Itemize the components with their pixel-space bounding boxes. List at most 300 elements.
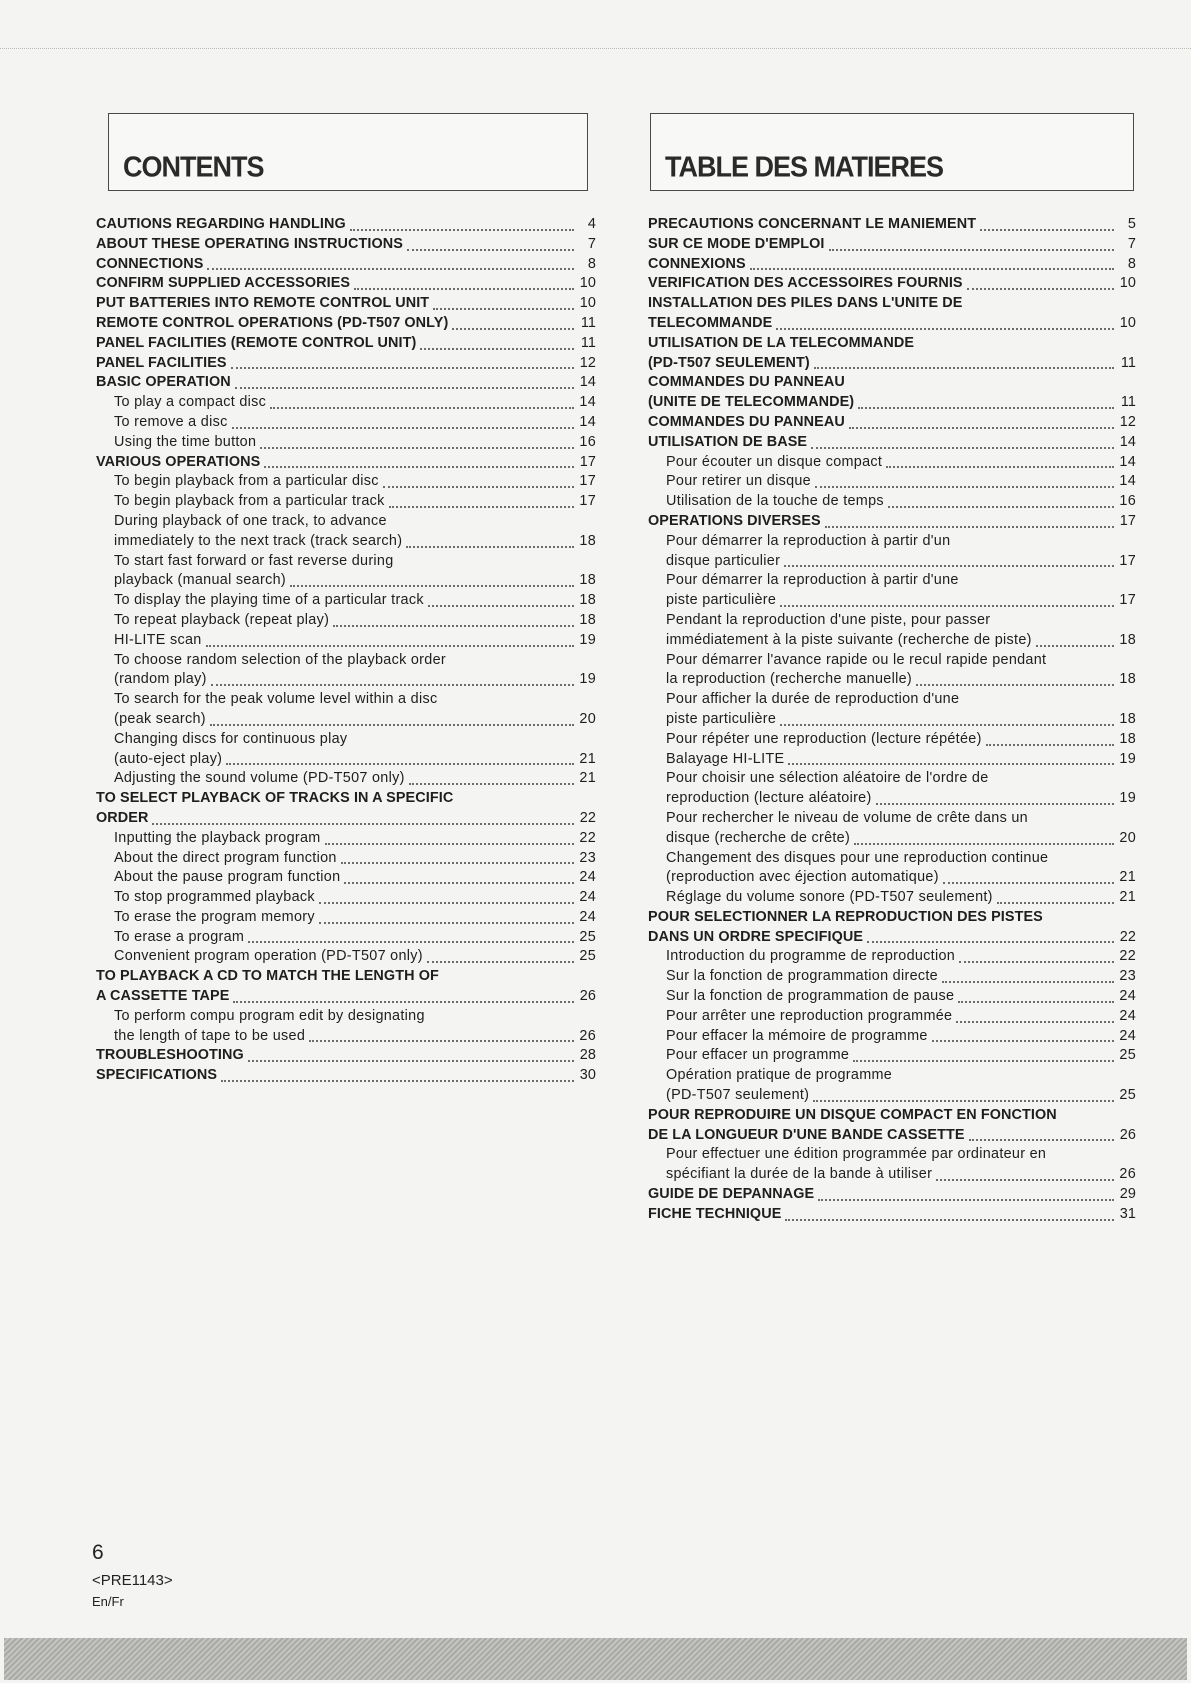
toc-entry[interactable]	[648, 769, 1136, 789]
toc-entry-label: CONNECTIONS	[96, 255, 204, 272]
toc-entry-label: BASIC OPERATION	[96, 374, 231, 391]
toc-entry-label: INSTALLATION DES PILES DANS L'UNITE DE	[648, 295, 963, 312]
toc-entry[interactable]	[648, 294, 1136, 314]
toc-entry-label: SUR CE MODE D'EMPLOI	[648, 235, 825, 252]
toc-entry-page: 14	[1119, 433, 1136, 450]
toc-entry-label: Pour arrêter une reproduction programmée	[666, 1007, 953, 1024]
toc-entry[interactable]	[96, 670, 596, 690]
toc-entry-label: Pour choisir une sélection aléatoire de l'ordre de	[666, 770, 989, 787]
toc-entry[interactable]	[96, 849, 596, 869]
toc-entry[interactable]	[648, 928, 1136, 948]
toc-entry-page: 14	[1119, 473, 1136, 490]
toc-entry-page: 10	[1119, 314, 1136, 331]
dot-leader	[980, 229, 1114, 231]
toc-entry[interactable]	[648, 849, 1136, 869]
toc-entry-page: 24	[579, 889, 596, 906]
toc-entry[interactable]	[96, 868, 596, 888]
toc-entry[interactable]	[96, 710, 596, 730]
toc-entry-label: Utilisation de la touche de temps	[666, 493, 884, 510]
toc-entry[interactable]	[96, 413, 596, 433]
toc-entry-label: TO PLAYBACK A CD TO MATCH THE LENGTH OF	[96, 968, 439, 985]
toc-entry-page: 17	[1119, 552, 1136, 569]
dot-leader	[936, 1179, 1114, 1181]
toc-entry-page: 18	[1119, 730, 1136, 747]
toc-entry-label: Introduction du programme de reproduction	[666, 948, 956, 965]
toc-entry-label: disque (recherche de crête)	[666, 829, 851, 846]
dot-leader	[235, 387, 574, 389]
toc-entry-label: ABOUT THESE OPERATING INSTRUCTIONS	[96, 235, 403, 252]
toc-entry-label: To erase a program	[114, 928, 245, 945]
toc-entry-label: To begin playback from a particular track	[114, 493, 385, 510]
toc-entry[interactable]	[96, 829, 596, 849]
dot-leader	[942, 981, 1114, 983]
toc-entry-label: (PD-T507 SEULEMENT)	[648, 354, 810, 371]
toc-entry-page: 10	[1119, 275, 1136, 292]
toc-entry-label: Opération pratique de programme	[666, 1067, 893, 1084]
toc-entry[interactable]	[96, 987, 596, 1007]
toc-entry[interactable]	[648, 512, 1136, 532]
toc-entry[interactable]	[648, 1106, 1136, 1126]
toc-entry-label: To repeat playback (repeat play)	[114, 611, 330, 628]
toc-entry-label: Changing discs for continuous play	[114, 730, 348, 747]
toc-entry-label: playback (manual search)	[114, 572, 286, 589]
toc-entry[interactable]	[96, 552, 596, 572]
toc-entry-label: (PD-T507 seulement)	[666, 1087, 810, 1104]
toc-entry-label: CONFIRM SUPPLIED ACCESSORIES	[96, 275, 351, 292]
toc-entry-label: Sur la fonction de programmation de pause	[666, 988, 955, 1005]
toc-entry[interactable]	[648, 670, 1136, 690]
dot-leader	[206, 645, 574, 647]
toc-entry[interactable]	[648, 730, 1136, 750]
toc-entry[interactable]	[648, 829, 1136, 849]
toc-entry-label: Pour écouter un disque compact	[666, 453, 883, 470]
contents-title-box	[108, 113, 588, 191]
toc-entry[interactable]	[648, 393, 1136, 413]
toc-entry-label: Pour démarrer la reproduction à partir d'une	[666, 572, 959, 589]
toc-entry-label: immédiatement à la piste suivante (recherche de piste)	[666, 631, 1032, 648]
toc-entry[interactable]	[96, 472, 596, 492]
toc-entry[interactable]	[96, 611, 596, 631]
dot-leader	[325, 843, 574, 845]
toc-entry[interactable]	[96, 314, 596, 334]
toc-entry-label: la reproduction (recherche manuelle)	[666, 671, 912, 688]
toc-entry[interactable]	[96, 334, 596, 354]
toc-entry-page: 18	[1119, 671, 1136, 688]
toc-entry[interactable]	[96, 928, 596, 948]
toc-entry-label: VARIOUS OPERATIONS	[96, 453, 261, 470]
dot-leader	[341, 862, 574, 864]
toc-entry-label: disque particulier	[666, 552, 781, 569]
dot-leader	[433, 308, 574, 310]
toc-entry-page: 11	[1120, 354, 1136, 371]
language-code: En/Fr	[92, 1594, 124, 1609]
toc-entry-page: 24	[579, 869, 596, 886]
toc-entry-page: 26	[1119, 1126, 1136, 1143]
toc-entry-label: To erase the program memory	[114, 908, 315, 925]
toc-entry[interactable]	[96, 532, 596, 552]
dot-leader	[814, 367, 1114, 369]
toc-entry[interactable]	[648, 1046, 1136, 1066]
toc-entry[interactable]	[96, 789, 596, 809]
toc-entry-page: 29	[1119, 1186, 1136, 1203]
toc-entry-label: POUR SELECTIONNER LA REPRODUCTION DES PISTES	[648, 908, 1043, 925]
dot-leader	[231, 367, 574, 369]
toc-entry-label: PANEL FACILITIES (REMOTE CONTROL UNIT)	[96, 334, 417, 351]
toc-entry[interactable]	[648, 888, 1136, 908]
dot-leader	[986, 744, 1114, 746]
toc-entry[interactable]	[96, 255, 596, 275]
toc-entry-label: Pour démarrer la reproduction à partir d'un	[666, 532, 951, 549]
toc-entry[interactable]	[648, 1066, 1136, 1086]
toc-entry-label: A CASSETTE TAPE	[96, 988, 230, 1005]
table-des-matieres-list	[648, 215, 1136, 1225]
dot-leader	[876, 803, 1114, 805]
toc-entry[interactable]	[96, 215, 596, 235]
toc-entry-label: HI-LITE scan	[114, 631, 202, 648]
dot-leader	[813, 1100, 1114, 1102]
toc-entry-label: UTILISATION DE BASE	[648, 433, 808, 450]
toc-entry-label: Pour afficher la durée de reproduction d'une	[666, 691, 960, 708]
toc-entry[interactable]	[96, 769, 596, 789]
toc-entry-page: 21	[579, 750, 596, 767]
toc-entry[interactable]	[648, 433, 1136, 453]
toc-entry-label: Using the time button	[114, 433, 257, 450]
toc-entry[interactable]	[96, 1066, 596, 1086]
toc-entry-page: 8	[1127, 255, 1136, 272]
toc-entry-label: About the direct program function	[114, 849, 337, 866]
toc-entry-label: REMOTE CONTROL OPERATIONS (PD-T507 ONLY)	[96, 314, 449, 331]
toc-entry-label: Pendant la reproduction d'une piste, pour passer	[666, 611, 991, 628]
toc-entry[interactable]	[648, 710, 1136, 730]
toc-entry-label: CAUTIONS REGARDING HANDLING	[96, 216, 346, 232]
toc-entry-page: 26	[579, 988, 596, 1005]
dot-leader	[867, 941, 1114, 943]
toc-entry[interactable]	[648, 908, 1136, 928]
toc-entry-page: 21	[1119, 889, 1136, 906]
dot-leader	[211, 684, 574, 686]
toc-entry[interactable]	[96, 453, 596, 473]
dot-leader	[780, 605, 1114, 607]
dot-leader	[354, 288, 574, 290]
dot-leader	[248, 941, 574, 943]
toc-entry-page: 10	[579, 275, 596, 292]
toc-entry-page: 16	[579, 433, 596, 450]
toc-entry-label: VERIFICATION DES ACCESSOIRES FOURNIS	[648, 275, 963, 292]
toc-entry-label: Réglage du volume sonore (PD-T507 seulement)	[666, 889, 993, 906]
dot-leader	[226, 763, 574, 765]
toc-entry[interactable]	[96, 294, 596, 314]
toc-entry[interactable]	[96, 373, 596, 393]
toc-entry-page: 19	[579, 631, 596, 648]
contents-list	[96, 215, 596, 1086]
toc-entry-label: Pour retirer un disque	[666, 473, 811, 490]
toc-entry-page: 4	[587, 216, 596, 232]
table-des-matieres-title-box	[650, 113, 1134, 191]
page-footer	[92, 1540, 173, 1612]
toc-entry-label: (peak search)	[114, 710, 206, 727]
toc-entry-page: 17	[1119, 592, 1136, 609]
toc-entry-label: OPERATIONS DIVERSES	[648, 512, 821, 529]
toc-entry-label: reproduction (lecture aléatoire)	[666, 790, 872, 807]
toc-entry[interactable]	[648, 1185, 1136, 1205]
dot-leader	[932, 1040, 1114, 1042]
table-des-matieres-title: TABLE DES MATIERES	[665, 151, 944, 183]
toc-entry-page: 18	[1119, 710, 1136, 727]
toc-entry-page: 17	[579, 473, 596, 490]
toc-entry[interactable]	[648, 651, 1136, 671]
toc-entry-label: TO SELECT PLAYBACK OF TRACKS IN A SPECIFIC	[96, 790, 454, 807]
toc-entry-page: 24	[579, 908, 596, 925]
toc-entry-page: 25	[579, 928, 596, 945]
toc-entry[interactable]	[648, 591, 1136, 611]
toc-entry-page: 17	[579, 493, 596, 510]
toc-entry-page: 17	[1119, 512, 1136, 529]
toc-entry-label: TELECOMMANDE	[648, 314, 773, 331]
toc-entry-label: ORDER	[96, 809, 149, 826]
toc-entry[interactable]	[96, 888, 596, 908]
page-number: 6	[92, 1541, 104, 1564]
dot-leader	[916, 684, 1114, 686]
toc-entry-label: (random play)	[114, 671, 207, 688]
toc-entry-label: DANS UN ORDRE SPECIFIQUE	[648, 928, 864, 945]
toc-entry-page: 16	[1119, 493, 1136, 510]
toc-entry-label: SPECIFICATIONS	[96, 1067, 218, 1084]
toc-entry[interactable]	[648, 809, 1136, 829]
toc-entry-label: COMMANDES DU PANNEAU	[648, 413, 845, 430]
toc-entry-label: PRECAUTIONS CONCERNANT LE MANIEMENT	[648, 216, 977, 232]
toc-entry-label: To remove a disc	[114, 413, 228, 430]
dot-leader	[886, 466, 1114, 468]
toc-entry-label: piste particulière	[666, 710, 777, 727]
toc-entry-label: Sur la fonction de programmation directe	[666, 968, 938, 985]
toc-entry[interactable]	[648, 1007, 1136, 1027]
toc-entry[interactable]	[96, 433, 596, 453]
toc-entry-page: 24	[1119, 1007, 1136, 1024]
toc-entry[interactable]	[96, 908, 596, 928]
toc-entry-page: 18	[579, 592, 596, 609]
toc-entry[interactable]	[96, 750, 596, 770]
toc-entry-label: Balayage HI-LITE	[666, 750, 785, 767]
dot-leader	[815, 486, 1114, 488]
toc-entry[interactable]	[648, 750, 1136, 770]
toc-entry[interactable]	[648, 868, 1136, 888]
toc-entry[interactable]	[648, 947, 1136, 967]
toc-entry-page: 14	[1119, 453, 1136, 470]
dot-leader	[221, 1080, 574, 1082]
dot-leader	[829, 249, 1114, 251]
bottom-decorative-band	[4, 1638, 1187, 1680]
toc-entry[interactable]	[648, 413, 1136, 433]
toc-entry[interactable]	[648, 611, 1136, 631]
toc-entry[interactable]	[96, 235, 596, 255]
toc-entry-page: 21	[1119, 869, 1136, 886]
toc-entry[interactable]	[96, 393, 596, 413]
dot-leader	[780, 724, 1114, 726]
dot-leader	[825, 526, 1114, 528]
toc-entry[interactable]	[648, 552, 1136, 572]
dot-leader	[818, 1199, 1114, 1201]
dot-leader	[452, 328, 574, 330]
toc-entry[interactable]	[648, 255, 1136, 275]
toc-entry[interactable]	[648, 334, 1136, 354]
toc-entry-page: 12	[1119, 413, 1136, 430]
dot-leader	[290, 585, 574, 587]
dot-leader	[207, 268, 574, 270]
dot-leader	[788, 763, 1114, 765]
toc-entry-page: 28	[579, 1047, 596, 1064]
dot-leader	[344, 882, 574, 884]
dot-leader	[427, 961, 574, 963]
toc-entry-page: 25	[1119, 1047, 1136, 1064]
toc-entry[interactable]	[648, 789, 1136, 809]
toc-entry-label: GUIDE DE DEPANNAGE	[648, 1186, 815, 1203]
toc-entry-label: During playback of one track, to advance	[114, 512, 387, 529]
toc-entry-label: TROUBLESHOOTING	[96, 1047, 244, 1064]
toc-entry[interactable]	[96, 512, 596, 532]
toc-entry-page: 20	[1119, 829, 1136, 846]
toc-entry-label: PANEL FACILITIES	[96, 354, 227, 371]
toc-entry-page: 12	[579, 354, 596, 371]
contents-title: CONTENTS	[123, 151, 264, 183]
toc-entry-page: 20	[579, 710, 596, 727]
toc-entry-page: 17	[579, 453, 596, 470]
dot-leader	[406, 546, 574, 548]
toc-entry-label: the length of tape to be used	[114, 1027, 306, 1044]
toc-entry[interactable]	[648, 1126, 1136, 1146]
toc-entry[interactable]	[96, 274, 596, 294]
toc-entry-page: 11	[580, 334, 596, 351]
toc-entry[interactable]	[96, 967, 596, 987]
toc-entry[interactable]	[648, 235, 1136, 255]
dot-leader	[967, 288, 1114, 290]
toc-entry[interactable]	[648, 354, 1136, 374]
toc-entry-label: To choose random selection of the playback order	[114, 651, 446, 668]
toc-entry[interactable]	[648, 274, 1136, 294]
toc-entry-label: Pour effacer la mémoire de programme	[666, 1027, 928, 1044]
dot-leader	[319, 902, 574, 904]
toc-entry[interactable]	[96, 947, 596, 967]
toc-entry[interactable]	[648, 967, 1136, 987]
dot-leader	[958, 1001, 1114, 1003]
toc-entry[interactable]	[648, 1165, 1136, 1185]
toc-entry-label: Pour rechercher le niveau de volume de crête dans un	[666, 809, 1028, 826]
toc-entry-label: To display the playing time of a particular track	[114, 592, 424, 609]
toc-entry-page: 14	[579, 374, 596, 391]
toc-entry-label: (auto-eject play)	[114, 750, 223, 767]
dot-leader	[270, 407, 574, 409]
toc-entry[interactable]	[648, 532, 1136, 552]
toc-entry[interactable]	[648, 1205, 1136, 1225]
toc-entry[interactable]	[96, 571, 596, 591]
toc-entry-label: immediately to the next track (track search)	[114, 532, 403, 549]
toc-entry[interactable]	[96, 730, 596, 750]
toc-entry-label: POUR REPRODUIRE UN DISQUE COMPACT EN FONCTION	[648, 1106, 1057, 1123]
toc-entry-page: 24	[1119, 988, 1136, 1005]
toc-entry[interactable]	[96, 1027, 596, 1047]
dot-leader	[785, 1219, 1114, 1221]
toc-entry[interactable]	[648, 472, 1136, 492]
toc-entry-label: To stop programmed playback	[114, 889, 315, 906]
toc-entry[interactable]	[96, 1007, 596, 1027]
toc-entry[interactable]	[648, 1027, 1136, 1047]
document-code: <PRE1143>	[92, 1572, 173, 1589]
toc-entry-label: To start fast forward or fast reverse during	[114, 552, 394, 569]
dot-leader	[943, 882, 1114, 884]
toc-entry-label: spécifiant la durée de la bande à utiliser	[666, 1166, 933, 1183]
toc-entry-page: 19	[579, 671, 596, 688]
dot-leader	[854, 843, 1114, 845]
dot-leader	[811, 447, 1114, 449]
toc-entry[interactable]	[96, 809, 596, 829]
toc-entry-page: 18	[579, 532, 596, 549]
toc-entry-label: FICHE TECHNIQUE	[648, 1205, 782, 1222]
toc-entry[interactable]	[96, 1046, 596, 1066]
dot-leader	[849, 427, 1114, 429]
toc-entry[interactable]	[648, 373, 1136, 393]
toc-entry-page: 25	[579, 948, 596, 965]
dot-leader	[210, 724, 574, 726]
dot-leader	[420, 348, 574, 350]
toc-entry-page: 14	[579, 413, 596, 430]
toc-entry-label: Pour effectuer une édition programmée par ordinateur en	[666, 1146, 1047, 1163]
toc-entry-page: 22	[579, 829, 596, 846]
toc-entry[interactable]	[648, 571, 1136, 591]
toc-entry-page: 10	[579, 295, 596, 312]
dot-leader	[309, 1040, 574, 1042]
toc-entry-label: (UNITE DE TELECOMMANDE)	[648, 394, 855, 411]
toc-entry[interactable]	[648, 314, 1136, 334]
toc-entry-label: Pour effacer un programme	[666, 1047, 850, 1064]
toc-entry[interactable]	[648, 690, 1136, 710]
toc-entry-label: CONNEXIONS	[648, 255, 746, 272]
toc-entry-label: (reproduction avec éjection automatique)	[666, 869, 939, 886]
toc-entry[interactable]	[648, 1086, 1136, 1106]
dot-leader	[389, 506, 574, 508]
toc-entry[interactable]	[648, 215, 1136, 235]
toc-entry[interactable]	[648, 1145, 1136, 1165]
toc-entry[interactable]	[96, 591, 596, 611]
dot-leader	[776, 328, 1114, 330]
toc-entry[interactable]	[648, 453, 1136, 473]
toc-entry[interactable]	[96, 651, 596, 671]
toc-entry[interactable]	[96, 690, 596, 710]
toc-entry[interactable]	[96, 354, 596, 374]
toc-entry[interactable]	[96, 631, 596, 651]
dot-leader	[858, 407, 1114, 409]
toc-entry-label: PUT BATTERIES INTO REMOTE CONTROL UNIT	[96, 295, 430, 312]
toc-entry[interactable]	[648, 631, 1136, 651]
toc-entry[interactable]	[96, 492, 596, 512]
toc-entry-page: 30	[579, 1067, 596, 1084]
toc-entry-page: 22	[1119, 928, 1136, 945]
dot-leader	[350, 229, 574, 231]
dot-leader	[956, 1021, 1114, 1023]
toc-entry-label: COMMANDES DU PANNEAU	[648, 374, 845, 391]
toc-entry-page: 7	[1127, 235, 1136, 252]
toc-entry-page: 22	[579, 809, 596, 826]
toc-entry-page: 26	[1119, 1166, 1136, 1183]
toc-entry[interactable]	[648, 492, 1136, 512]
dot-leader	[407, 249, 574, 251]
toc-entry-label: UTILISATION DE LA TELECOMMANDE	[648, 334, 915, 351]
toc-entry-page: 19	[1119, 750, 1136, 767]
toc-entry-page: 11	[1120, 394, 1136, 411]
toc-entry[interactable]	[648, 987, 1136, 1007]
dot-leader	[248, 1060, 574, 1062]
toc-entry-page: 18	[1119, 631, 1136, 648]
toc-entry-page: 11	[580, 314, 596, 331]
dot-leader	[264, 466, 574, 468]
